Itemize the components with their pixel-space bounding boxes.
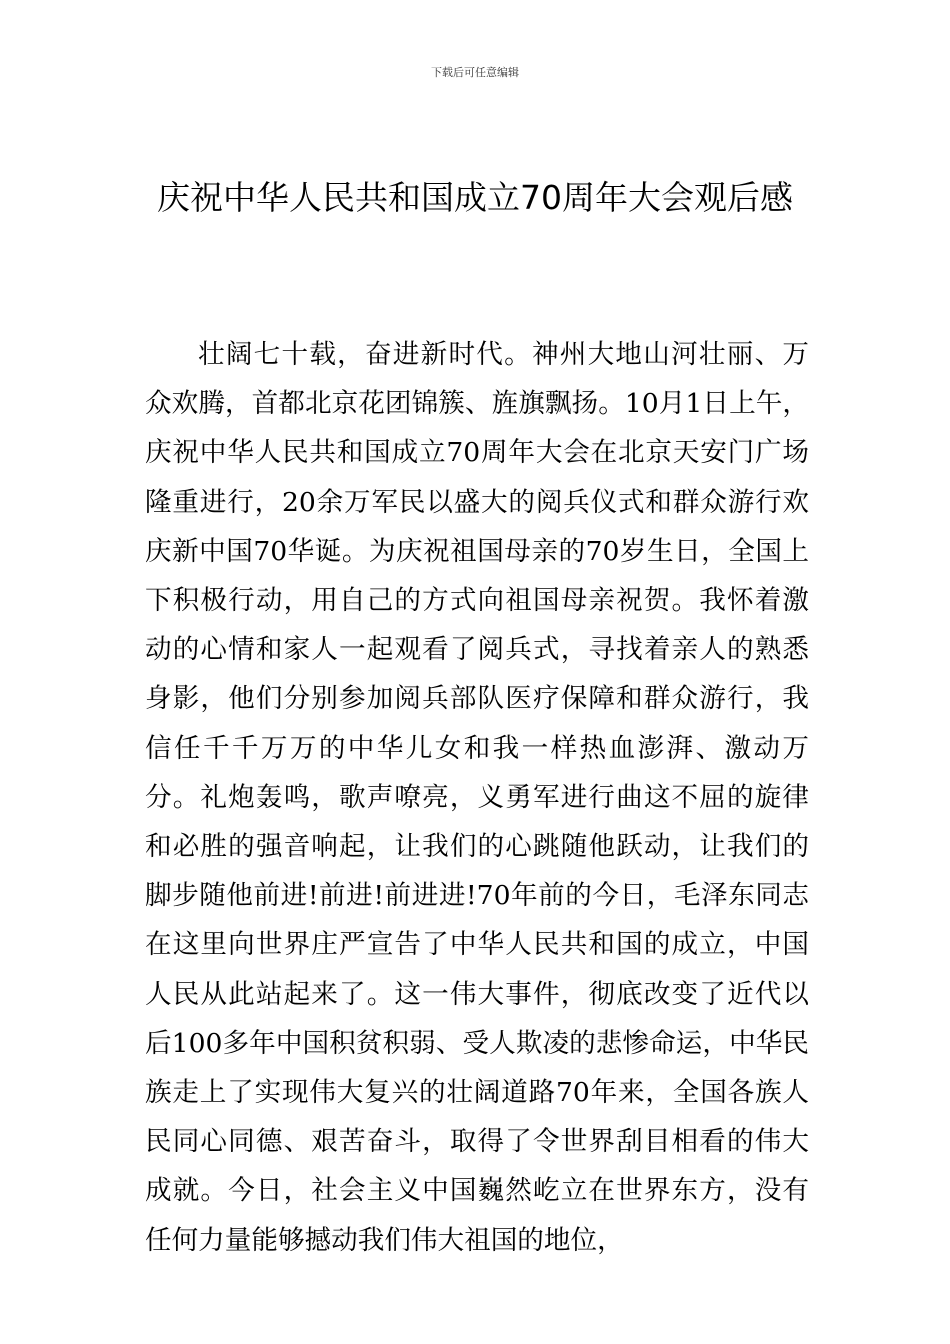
body-paragraph: 壮阔七十载，奋进新时代。神州大地山河壮丽、万众欢腾，首都北京花团锦簇、旌旗飘扬。10月1日上午，庆祝中华人民共和国成立70周年大会在北京天安门广场隆重进行，20余万军民以盛大的阅兵仪式和群众游行欢庆新中国70华诞。为庆祝祖国母亲的70岁生日，全国上下积极行动，用自己的方式向祖国母亲祝贺。我怀着激动的心情和家人一起观看了阅兵式，寻找着亲人的熟悉身影，他们分别参加阅兵部队医疗保障和群众游行，我信任千千万万的中华儿女和我一样热血澎湃、激动万分。礼炮轰鸣，歌声嘹亮，义勇军进行曲这不屈的旋律和必胜的强音响起，让我们的心跳随他跃动，让我们的脚步随他前进!前进!前进进!70年前的今日，毛泽东同志在这里向世界庄严宣告了中华人民共和国的成立，中国人民从此站起来了。这一伟大事件，彻底改变了近代以后100多年中国积贫积弱、受人欺凌的悲惨命运，中华民族走上了实现伟大复兴的壮阔道路70年来，全国各族人民同心同德、艰苦奋斗，取得了令世界刮目相看的伟大成就。今日，社会主义中国巍然屹立在世界东方，没有任何力量能够撼动我们伟大祖国的地位，: [145, 339, 809, 1256]
document-title: 庆祝中华人民共和国成立70周年大会观后感: [157, 178, 793, 217]
header-note: 下载后可任意编辑: [431, 66, 519, 79]
document-body: [145, 330, 809, 1265]
